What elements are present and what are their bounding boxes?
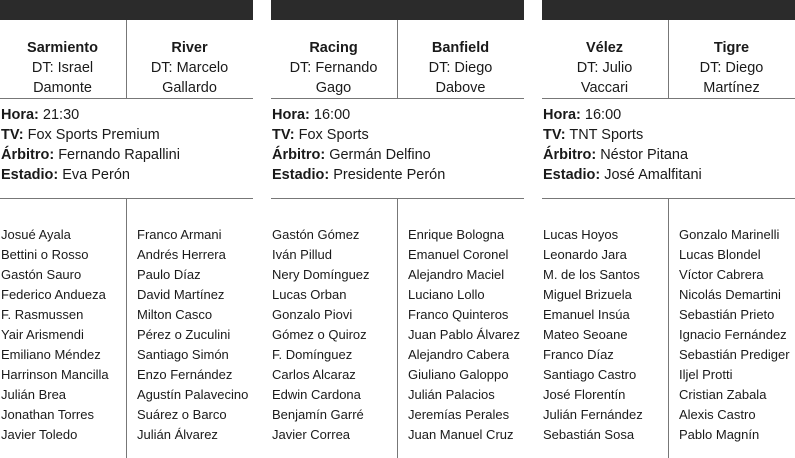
player-name: Benjamín Garré (272, 407, 364, 422)
hora-label: Hora: (272, 107, 310, 123)
arbitro-value: Fernando Rapallini (58, 147, 180, 163)
estadio-row (272, 165, 445, 185)
match-card-racing-banfield (271, 0, 524, 458)
player-name: Sebastián Prediger (679, 347, 790, 362)
player-name: Gómez o Quiroz (272, 327, 367, 342)
player-name: Emanuel Insúa (543, 307, 630, 322)
hora-label: Hora: (1, 107, 39, 123)
player-name: Lucas Hoyos (543, 227, 619, 242)
player-name: Sebastián Sosa (543, 427, 635, 442)
tv-label: TV: (1, 127, 24, 143)
arbitro-value: Néstor Pitana (600, 147, 689, 163)
player-name: Paulo Díaz (137, 267, 201, 282)
tv-value: Fox Sports (298, 127, 369, 143)
home-team-header (271, 38, 396, 98)
player-name: Edwin Cardona (272, 387, 361, 402)
player-name: Suárez o Barco (137, 407, 227, 422)
player-name: Alexis Castro (679, 407, 756, 422)
away-lineup (679, 225, 790, 445)
home-team-header (0, 38, 125, 98)
player-name: Pérez o Zuculini (137, 327, 231, 342)
estadio-value: Eva Perón (62, 167, 130, 183)
player-name: Nery Domínguez (272, 267, 370, 282)
tv-label: TV: (272, 127, 295, 143)
arbitro-row (272, 145, 445, 165)
header-divider (0, 98, 253, 99)
player-name: Cristian Zabala (679, 387, 767, 402)
lineup-divider (397, 199, 398, 458)
tv-value: Fox Sports Premium (27, 127, 160, 143)
player-name: Pablo Magnín (679, 427, 760, 442)
player-name: Enzo Fernández (137, 367, 233, 382)
player-name: Julián Fernández (543, 407, 643, 422)
estadio-value: José Amalfitani (604, 167, 702, 183)
player-name: Juan Manuel Cruz (408, 427, 514, 442)
hora-value: 21:30 (42, 107, 80, 123)
player-name: Lucas Blondel (679, 247, 761, 262)
estadio-value: Presidente Perón (333, 167, 446, 183)
away-coach-line1: DT: Diego (428, 60, 493, 76)
home-team-name: Vélez (585, 40, 624, 56)
estadio-label: Estadio: (272, 167, 330, 183)
match-info (272, 105, 445, 185)
lineup-divider (668, 199, 669, 458)
player-name: Milton Casco (137, 307, 213, 322)
tv-value: TNT Sports (569, 127, 644, 143)
match-card-velez-tigre (542, 0, 795, 458)
home-team-name: Sarmiento (27, 40, 98, 56)
player-name: Franco Díaz (543, 347, 614, 362)
home-lineup (543, 225, 643, 445)
arbitro-label: Árbitro: (543, 147, 597, 163)
player-name: Santiago Simón (137, 347, 229, 362)
player-name: Josué Ayala (1, 227, 71, 242)
header-divider (542, 98, 795, 99)
home-team-header (542, 38, 667, 98)
player-name: Miguel Brizuela (543, 287, 632, 302)
player-name: Víctor Cabrera (679, 267, 764, 282)
home-coach-line1: DT: Israel (31, 60, 94, 76)
player-name: Julián Álvarez (137, 427, 218, 442)
player-name: Lucas Orban (272, 287, 347, 302)
player-name: Nicolás Demartini (679, 287, 781, 302)
player-name: Mateo Seoane (543, 327, 628, 342)
home-coach-line2: Vaccari (580, 80, 629, 96)
player-name: Javier Correa (272, 427, 351, 442)
player-name: Julián Palacios (408, 387, 495, 402)
player-name: Jonathan Torres (1, 407, 94, 422)
player-name: Emanuel Coronel (408, 247, 509, 262)
away-coach-line1: DT: Diego (699, 60, 764, 76)
home-coach-line2: Gago (315, 80, 352, 96)
arbitro-row (1, 145, 180, 165)
home-lineup (1, 225, 109, 445)
away-team-header (398, 38, 523, 98)
player-name: Carlos Alcaraz (272, 367, 356, 382)
player-name: Enrique Bologna (408, 227, 505, 242)
match-card-sarmiento-river (0, 0, 253, 458)
player-name: Gastón Sauro (1, 267, 82, 282)
header-divider (271, 98, 524, 99)
away-team-name: Tigre (713, 40, 750, 56)
away-coach-line2: Gallardo (162, 80, 217, 96)
player-name: Emiliano Méndez (1, 347, 101, 362)
player-name: Federico Andueza (1, 287, 106, 302)
player-name: Giuliano Galoppo (408, 367, 509, 382)
hora-row (543, 105, 702, 125)
player-name: Yair Arismendi (1, 327, 84, 342)
hora-row (272, 105, 445, 125)
player-name: Alejandro Maciel (408, 267, 505, 282)
player-name: Iljel Protti (679, 367, 733, 382)
player-name: Franco Armani (137, 227, 222, 242)
home-lineup (272, 225, 370, 445)
arbitro-label: Árbitro: (1, 147, 55, 163)
hora-value: 16:00 (313, 107, 351, 123)
away-team-header (127, 38, 252, 98)
player-name: Julián Brea (1, 387, 67, 402)
card-header-bar (271, 0, 524, 20)
player-name: Juan Pablo Álvarez (408, 327, 521, 342)
away-lineup (408, 225, 520, 445)
player-name: Santiago Castro (543, 367, 637, 382)
player-name: Ignacio Fernández (679, 327, 787, 342)
player-name: Gonzalo Piovi (272, 307, 353, 322)
lineup-divider (126, 199, 127, 458)
tv-row (272, 125, 445, 145)
player-name: Sebastián Prieto (679, 307, 775, 322)
hora-value: 16:00 (584, 107, 622, 123)
hora-label: Hora: (543, 107, 581, 123)
away-coach-line2: Martínez (703, 80, 760, 96)
away-team-header (669, 38, 794, 98)
player-name: M. de los Santos (543, 267, 640, 282)
player-name: Harrinson Mancilla (1, 367, 109, 382)
card-header-bar (0, 0, 253, 20)
player-name: Franco Quinteros (408, 307, 509, 322)
estadio-row (1, 165, 180, 185)
hora-row (1, 105, 180, 125)
player-name: Leonardo Jara (543, 247, 627, 262)
player-name: Luciano Lollo (408, 287, 485, 302)
home-coach-line1: DT: Fernando (289, 60, 378, 76)
player-name: Gastón Gómez (272, 227, 360, 242)
away-team-name: River (171, 40, 208, 56)
arbitro-label: Árbitro: (272, 147, 326, 163)
away-team-name: Banfield (431, 40, 490, 56)
player-name: José Florentín (543, 387, 626, 402)
player-name: F. Domínguez (272, 347, 353, 362)
away-coach-line2: Dabove (435, 80, 486, 96)
player-name: Javier Toledo (1, 427, 78, 442)
match-info (543, 105, 702, 185)
arbitro-row (543, 145, 702, 165)
player-name: Alejandro Cabera (408, 347, 510, 362)
player-name: Gonzalo Marinelli (679, 227, 780, 242)
estadio-label: Estadio: (543, 167, 601, 183)
player-name: Agustín Palavecino (137, 387, 249, 402)
player-name: F. Rasmussen (1, 307, 84, 322)
home-coach-line1: DT: Julio (576, 60, 633, 76)
estadio-row (543, 165, 702, 185)
arbitro-value: Germán Delfino (329, 147, 431, 163)
tv-row (543, 125, 702, 145)
away-lineup (137, 225, 248, 445)
player-name: Bettini o Rosso (1, 247, 89, 262)
card-header-bar (542, 0, 795, 20)
player-name: David Martínez (137, 287, 225, 302)
tv-row (1, 125, 180, 145)
tv-label: TV: (543, 127, 566, 143)
player-name: Andrés Herrera (137, 247, 226, 262)
home-coach-line2: Damonte (33, 80, 92, 96)
home-team-name: Racing (309, 40, 358, 56)
player-name: Iván Pillud (272, 247, 332, 262)
match-info (1, 105, 180, 185)
away-coach-line1: DT: Marcelo (150, 60, 229, 76)
estadio-label: Estadio: (1, 167, 59, 183)
player-name: Jeremías Perales (408, 407, 510, 422)
